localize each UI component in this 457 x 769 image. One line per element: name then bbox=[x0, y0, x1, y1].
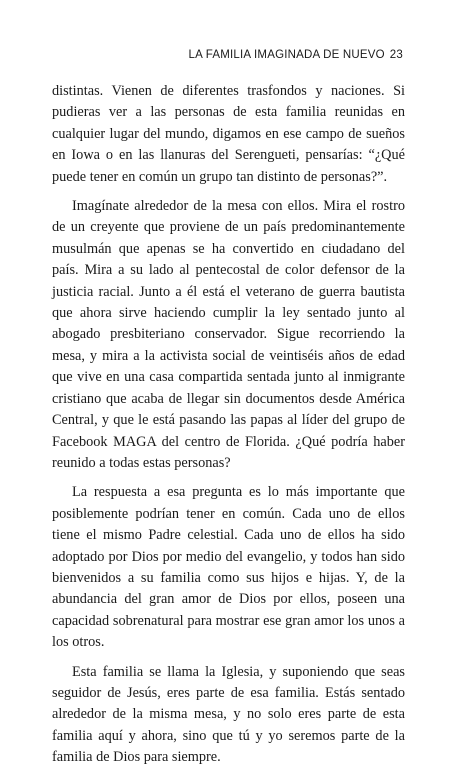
running-title: LA FAMILIA IMAGINADA DE NUEVO bbox=[188, 49, 385, 61]
paragraph-4: Esta familia se llama la Iglesia, y suponiendo que seas seguidor de Jesús, eres parte de esa familia. Estás sentado alrededor de la misma mesa, y no solo eres parte de esta familia aquí y ahora, sino que tú y yo seremos parte de la familia de Dios para siempre. bbox=[52, 663, 405, 766]
paragraph-1: distintas. Vienen de diferentes trasfondos y naciones. Si pudieras ver a las personas de esta familia reunidas en cualquier lugar del mundo, digamos en ese campo de sueños en Iowa o en las llanuras del Serengueti, pensarías: “¿Qué puede tener en común un grupo tan distinto de personas?”. bbox=[52, 83, 405, 185]
running-head bbox=[189, 49, 403, 61]
page-number: 23 bbox=[389, 49, 403, 61]
paragraph-2: Imagínate alrededor de la mesa con ellos. Mira el rostro de un creyente que proviene de un país predominantemente musulmán que apenas se ha convertido en ciudadano del país. Mira a su lado al pentecostal de color defensor de la justicia racial. Junto a él está el veterano de guerra bautista que ahora sirve haciendo cumplir la ley sentado junto al abogado presbiteriano conservador. Sigue recorriendo la mesa, y mira a la activista social de veintiséis años de edad que vive en una casa compartida sentada junto al inmigrante cristiano que acaba de llegar sin documentos desde América Central, y que le está pasando las papas al líder del grupo de Facebook MAGA del centro de Florida. ¿Qué podría haber reunido a todas estas personas? bbox=[52, 198, 405, 471]
body-text bbox=[52, 81, 405, 769]
paragraph-3: La respuesta a esa pregunta es lo más importante que posiblemente podrían tener en común. Cada uno de ellos tiene el mismo Padre celestial. Cada uno de ellos ha sido adoptado por Dios por medio del evangelio, y todos han sido bienvenidos a su familia como sus hijos e hijas. Y, de la abundancia del gran amor de Dios por ellos, poseen una capacidad sobrenatural para mostrar ese gran amor los unos a los otros. bbox=[52, 484, 405, 651]
